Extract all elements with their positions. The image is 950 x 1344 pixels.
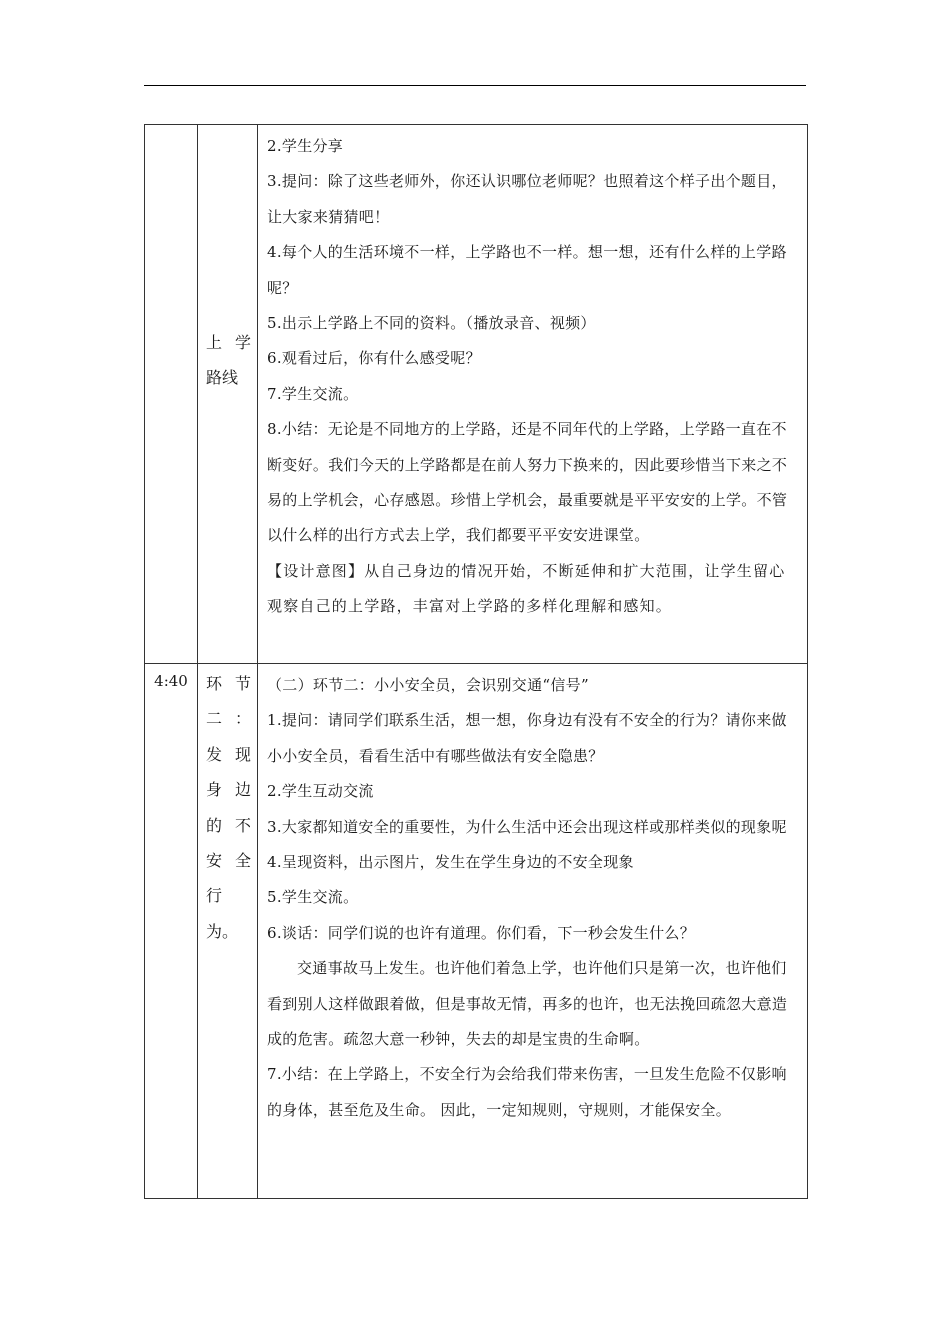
time-cell-empty [145,125,198,664]
table-row-section-2 [145,664,808,1199]
list-item: 5.出示上学路上不同的资料。（播放录音、视频） [267,314,596,333]
step-label-part: 环 节 [206,674,251,693]
step-label-part: 发 现 [206,744,251,764]
summary: 7.小结：在上学路上，不安全行为会给我们带来伤害，一旦发生危险不仅影响的身体，甚至危及生命。 因此，一定知规则，守规则，才能保安全。 [267,1065,787,1119]
list-item: 3.提问：除了这些老师外，你还认识哪位老师呢？也照着这个样子出个题目，让大家来猜猜吧！ [267,172,787,226]
time-cell [145,664,198,1199]
list-item: 8.小结：无论是不同地方的上学路，还是不同年代的上学路，上学路一直在不断变好。我们今天的上学路都是在前人努力下换来的，因此要珍惜当下来之不易的上学机会，心存感恩。珍惜上学机会，最重要就是平平安安的上学。不管以什么样的出行方式去上学，我们都要平平安安进课堂。 [267,420,788,545]
step-label-part: 身 边 [206,780,251,800]
step-label-school-route-line2: 路线 [206,368,239,388]
list-item: 2.学生分享 [267,137,344,155]
story-paragraph: 交通事故马上发生。也许他们着急上学，也许他们只是第一次，也许他们看到别人这样做跟着做，但是事故无情，再多的也许，也无法挽回疏忽大意造成的危害。疏忽大意一秒钟，失去的却是宝贵的生命啊。 [267,959,788,1049]
step-cell-school-route [198,125,258,664]
lesson-plan-table [144,124,808,1199]
time-value: 4:40 [154,672,188,690]
list-item: 4.每个人的生活环境不一样，上学路也不一样。想一想，还有什么样的上学路呢？ [267,243,787,297]
content-cell-section-1 [258,125,808,664]
step-label-part: 为。 [206,921,239,941]
step-label-part: 的 不 [206,815,251,835]
step-cell-find-unsafe [198,664,258,1199]
list-item: 7.学生交流。 [267,384,359,403]
list-item: 3.大家都知道安全的重要性，为什么生活中还会出现这样或那样类似的现象呢 [267,817,787,836]
list-item: 4.呈现资料，出示图片，发生在学生身边的不安全现象 [267,853,634,872]
list-item: 5.学生交流。 [267,888,359,907]
list-item: 6.观看过后，你有什么感受呢？ [267,349,481,368]
section-title: （二）环节二：小小安全员，会识别交通“信号” [267,676,589,694]
list-item: 2.学生互动交流 [267,782,374,801]
list-item: 1.提问：请同学们联系生活，想一想，你身边有没有不安全的行为？请你来做小小安全员，看看生活中有哪些做法有安全隐患？ [267,711,787,765]
step-label-school-route-line1: 上 学 [206,333,251,352]
step-label-part: 行 [206,886,223,906]
content-cell-section-2 [258,664,808,1199]
step-label-part: 二 ： [206,709,251,729]
step-label-find-unsafe [206,664,251,949]
step-label-part: 安 全 [206,850,251,870]
header-rule [144,85,806,86]
list-item: 6.谈话：同学们说的也许有道理。你们看，下一秒会发生什么？ [267,923,696,942]
design-intent: 【设计意图】从自己身边的情况开始，不断延伸和扩大范围，让学生留心观察自己的上学路，丰富对上学路的多样化理解和感知。 [267,561,786,616]
table-row-section-1 [145,125,808,664]
